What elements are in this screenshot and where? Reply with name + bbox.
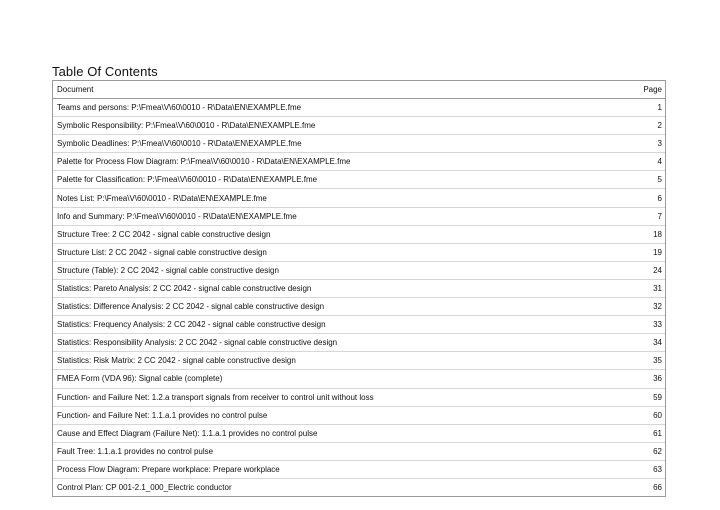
toc-entry-page: 1 xyxy=(657,103,662,113)
toc-entry-title: Structure Tree: 2 CC 2042 - signal cable constructive design xyxy=(57,229,271,239)
toc-entry-page: 4 xyxy=(657,157,662,167)
toc-row[interactable] xyxy=(53,171,665,189)
toc-entry-page: 31 xyxy=(653,283,662,293)
toc-row[interactable] xyxy=(53,334,665,352)
toc-rows xyxy=(53,99,665,496)
toc-entry-page: 60 xyxy=(653,410,662,420)
toc-entry-page: 6 xyxy=(657,193,662,203)
toc-entry-page: 34 xyxy=(653,338,662,348)
column-header-page: Page xyxy=(643,85,662,94)
toc-header xyxy=(53,81,665,99)
toc-entry-title: Structure List: 2 CC 2042 - signal cable constructive design xyxy=(57,247,267,257)
toc-row[interactable] xyxy=(53,370,665,388)
toc-entry-page: 62 xyxy=(653,446,662,456)
column-header-document: Document xyxy=(57,85,94,94)
toc-entry-page: 59 xyxy=(653,392,662,402)
toc-row[interactable] xyxy=(53,280,665,298)
toc-entry-title: Notes List: P:\Fmea\V\60\0010 - R\Data\EN\EXAMPLE.fme xyxy=(57,193,267,203)
toc-entry-page: 32 xyxy=(653,302,662,312)
toc-entry-page: 35 xyxy=(653,356,662,366)
toc-row[interactable] xyxy=(53,244,665,262)
toc-row[interactable] xyxy=(53,389,665,407)
toc-entry-title: Function- and Failure Net: 1.1.a.1 provides no control pulse xyxy=(57,410,268,420)
page-title: Table Of Contents xyxy=(52,64,158,79)
toc-entry-page: 66 xyxy=(653,483,662,493)
toc-row[interactable] xyxy=(53,99,665,117)
toc-table xyxy=(52,80,666,497)
toc-row[interactable] xyxy=(53,135,665,153)
toc-row[interactable] xyxy=(53,316,665,334)
toc-row[interactable] xyxy=(53,153,665,171)
toc-row[interactable] xyxy=(53,298,665,316)
toc-row[interactable] xyxy=(53,189,665,207)
toc-row[interactable] xyxy=(53,262,665,280)
toc-entry-page: 19 xyxy=(653,247,662,257)
toc-entry-title: Info and Summary: P:\Fmea\V\60\0010 - R\Data\EN\EXAMPLE.fme xyxy=(57,211,297,221)
toc-entry-title: Statistics: Frequency Analysis: 2 CC 2042 - signal cable constructive design xyxy=(57,320,326,330)
toc-entry-title: Teams and persons: P:\Fmea\V\60\0010 - R\Data\EN\EXAMPLE.fme xyxy=(57,103,302,113)
toc-entry-title: Palette for Process Flow Diagram: P:\Fmea\V\60\0010 - R\Data\EN\EXAMPLE.fme xyxy=(57,157,351,167)
toc-entry-title: Statistics: Difference Analysis: 2 CC 2042 - signal cable constructive design xyxy=(57,302,325,312)
toc-entry-page: 18 xyxy=(653,229,662,239)
toc-entry-page: 3 xyxy=(657,139,662,149)
toc-entry-page: 2 xyxy=(657,121,662,131)
toc-entry-title: Cause and Effect Diagram (Failure Net): 1.1.a.1 provides no control pulse xyxy=(57,428,318,438)
toc-entry-page: 7 xyxy=(657,211,662,221)
toc-entry-title: Statistics: Risk Matrix: 2 CC 2042 - signal cable constructive design xyxy=(57,356,296,366)
toc-entry-title: FMEA Form (VDA 96): Signal cable (complete) xyxy=(57,374,223,384)
toc-row[interactable] xyxy=(53,425,665,443)
toc-row[interactable] xyxy=(53,443,665,461)
toc-entry-page: 24 xyxy=(653,265,662,275)
toc-entry-title: Statistics: Pareto Analysis: 2 CC 2042 - signal cable constructive design xyxy=(57,283,312,293)
toc-entry-page: 63 xyxy=(653,464,662,474)
toc-entry-title: Structure (Table): 2 CC 2042 - signal cable constructive design xyxy=(57,265,279,275)
toc-row[interactable] xyxy=(53,117,665,135)
toc-entry-title: Fault Tree: 1.1.a.1 provides no control pulse xyxy=(57,446,214,456)
toc-entry-title: Symbolic Responsibility: P:\Fmea\V\60\0010 - R\Data\EN\EXAMPLE.fme xyxy=(57,121,316,131)
toc-entry-page: 61 xyxy=(653,428,662,438)
toc-entry-title: Control Plan: CP 001-2.1_000_Electric conductor xyxy=(57,483,232,493)
toc-entry-title: Symbolic Deadlines: P:\Fmea\V\60\0010 - R\Data\EN\EXAMPLE.fme xyxy=(57,139,302,149)
toc-entry-page: 33 xyxy=(653,320,662,330)
toc-entry-page: 5 xyxy=(657,175,662,185)
toc-row[interactable] xyxy=(53,352,665,370)
toc-row[interactable] xyxy=(53,479,665,496)
toc-row[interactable] xyxy=(53,407,665,425)
toc-row[interactable] xyxy=(53,226,665,244)
toc-entry-title: Palette for Classification: P:\Fmea\V\60\0010 - R\Data\EN\EXAMPLE.fme xyxy=(57,175,318,185)
toc-entry-title: Statistics: Responsibility Analysis: 2 CC 2042 - signal cable constructive design xyxy=(57,338,338,348)
toc-entry-title: Function- and Failure Net: 1.2.a transport signals from receiver to control unit without loss xyxy=(57,392,374,402)
toc-row[interactable] xyxy=(53,208,665,226)
toc-entry-title: Process Flow Diagram: Prepare workplace: Prepare workplace xyxy=(57,464,280,474)
toc-entry-page: 36 xyxy=(653,374,662,384)
toc-row[interactable] xyxy=(53,461,665,479)
